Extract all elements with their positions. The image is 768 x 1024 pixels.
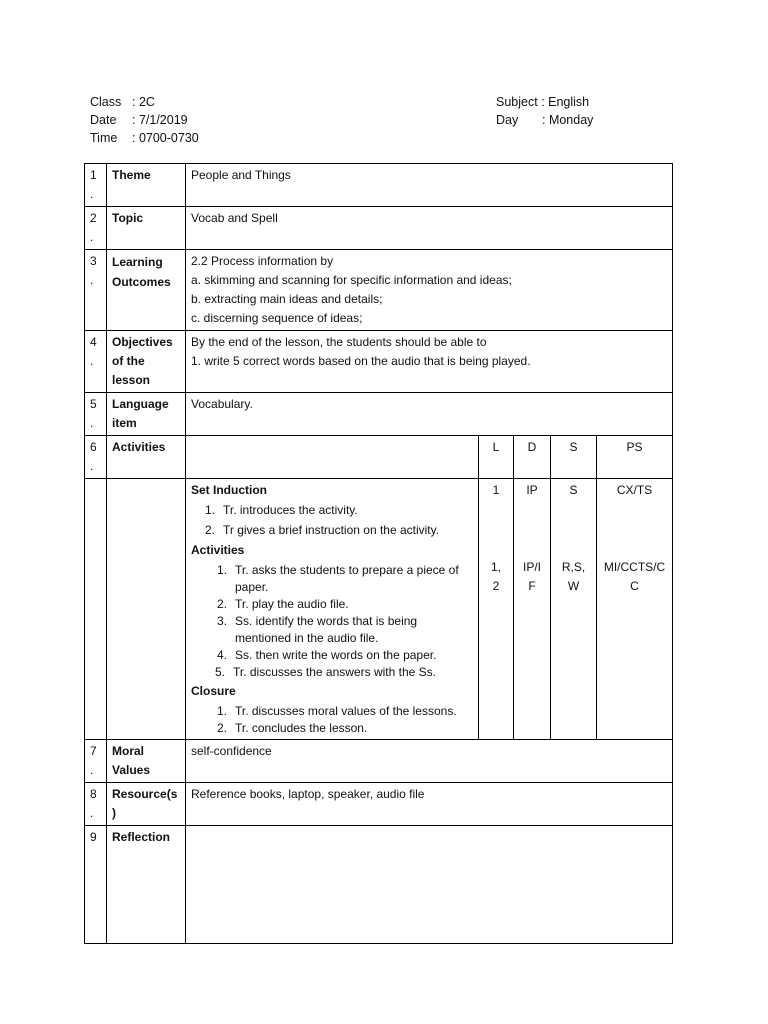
row-label: Reflection bbox=[107, 826, 186, 944]
list-text: Tr. discusses moral values of the lessons. bbox=[235, 704, 457, 718]
list-number: 1. bbox=[204, 503, 215, 517]
header-left bbox=[90, 93, 199, 147]
list-text: Tr. introduces the activity. bbox=[223, 503, 358, 517]
row-number: 9 bbox=[85, 826, 107, 944]
closure-title: Closure bbox=[191, 684, 236, 698]
row-number: 5 . bbox=[85, 393, 107, 436]
outcome-line: 2.2 Process information by bbox=[191, 254, 334, 268]
list-text: Tr. play the audio file. bbox=[235, 597, 349, 611]
row-label: Topic bbox=[107, 207, 186, 250]
col-header-s: S bbox=[551, 436, 597, 479]
row-number: 6 . bbox=[85, 436, 107, 479]
row-label: Resource(s ) bbox=[107, 783, 186, 826]
row-number: 2 . bbox=[85, 207, 107, 250]
theme-content: People and Things bbox=[186, 164, 673, 207]
class-label: Class bbox=[90, 95, 122, 109]
list-item bbox=[203, 562, 473, 596]
date-value: : 7/1/2019 bbox=[132, 113, 188, 127]
objectives-content bbox=[186, 331, 673, 393]
table-row-topic bbox=[85, 207, 673, 250]
table-row-theme bbox=[85, 164, 673, 207]
row-number: 1 . bbox=[85, 164, 107, 207]
table-row-activities-header bbox=[85, 436, 673, 479]
subject-line bbox=[496, 93, 593, 111]
time-label: Time bbox=[90, 131, 118, 145]
set-induction-l: 1 bbox=[492, 483, 500, 497]
activities-ps-cell bbox=[597, 479, 673, 740]
activities-s-cell bbox=[551, 479, 597, 740]
set-induction-s: S bbox=[569, 483, 578, 497]
resources-content: Reference books, laptop, speaker, audio file bbox=[186, 783, 673, 826]
table-row-objectives bbox=[85, 331, 673, 393]
activities-l-cell bbox=[479, 479, 514, 740]
row-label: Activities bbox=[107, 436, 186, 479]
main-ps: MI/CCTS/C C bbox=[603, 560, 666, 593]
list-number: 4. bbox=[216, 648, 227, 662]
activities-section-title: Activities bbox=[191, 543, 245, 557]
table-row-resources bbox=[85, 783, 673, 826]
row-label: Theme bbox=[107, 164, 186, 207]
set-induction-title: Set Induction bbox=[191, 483, 267, 497]
list-text: Tr gives a brief instruction on the activity. bbox=[223, 523, 440, 537]
list-number: 5. bbox=[214, 665, 225, 679]
list-text: Tr. discusses the answers with the Ss. bbox=[233, 665, 436, 679]
day-label: Day bbox=[496, 113, 519, 127]
col-header-d: D bbox=[514, 436, 551, 479]
row-number: 7 . bbox=[85, 740, 107, 783]
outcomes-content bbox=[186, 250, 673, 331]
col-header-ps: PS bbox=[597, 436, 673, 479]
list-number: 3. bbox=[216, 614, 227, 628]
objective-line: By the end of the lesson, the students should be able to bbox=[191, 335, 487, 349]
list-item bbox=[203, 613, 473, 647]
subject-label: Subject bbox=[496, 95, 538, 109]
moral-content: self-confidence bbox=[186, 740, 673, 783]
header-right bbox=[496, 93, 593, 129]
outcome-line: a. skimming and scanning for specific information and ideas; bbox=[191, 273, 512, 287]
set-induction-d: IP bbox=[526, 483, 538, 497]
date-line bbox=[90, 111, 199, 129]
set-induction-ps: CX/TS bbox=[616, 483, 653, 497]
class-line bbox=[90, 93, 199, 111]
list-number: 1. bbox=[216, 563, 227, 577]
main-d: IP/I F bbox=[522, 560, 541, 593]
outcome-line: b. extracting main ideas and details; bbox=[191, 292, 383, 306]
list-item bbox=[203, 647, 473, 664]
activities-label-blank bbox=[107, 479, 186, 740]
row-number: 3 . bbox=[85, 250, 107, 331]
row-label: Moral Values bbox=[107, 740, 186, 783]
list-text: Ss. then write the words on the paper. bbox=[235, 648, 437, 662]
row-label: Objectives of the lesson bbox=[107, 331, 186, 393]
table-row-language bbox=[85, 393, 673, 436]
table-row-outcomes bbox=[85, 250, 673, 331]
class-value: : 2C bbox=[132, 95, 155, 109]
list-text: Tr. concludes the lesson. bbox=[235, 721, 368, 735]
main-l: 1, 2 bbox=[490, 560, 501, 593]
row-number: 4 . bbox=[85, 331, 107, 393]
time-line bbox=[90, 129, 199, 147]
topic-content: Vocab and Spell bbox=[186, 207, 673, 250]
language-content: Vocabulary. bbox=[186, 393, 673, 436]
reflection-content bbox=[186, 826, 673, 944]
table-row-moral-values bbox=[85, 740, 673, 783]
col-header-l: L bbox=[479, 436, 514, 479]
list-item bbox=[203, 720, 473, 737]
list-item bbox=[203, 596, 473, 613]
list-text: Ss. identify the words that is being mentioned in the audio file. bbox=[235, 614, 418, 645]
list-item bbox=[191, 522, 473, 539]
objective-line: 1. write 5 correct words based on the audio that is being played. bbox=[191, 354, 531, 368]
date-label: Date bbox=[90, 113, 117, 127]
closure-list bbox=[191, 703, 473, 737]
table-row-activities-body bbox=[85, 479, 673, 740]
list-text: Tr. asks the students to prepare a piece of paper. bbox=[235, 563, 459, 594]
row-label: Learning Outcomes bbox=[107, 250, 186, 331]
list-item bbox=[191, 502, 473, 519]
list-item bbox=[201, 664, 473, 681]
day-line bbox=[496, 111, 593, 129]
list-item bbox=[203, 703, 473, 720]
day-value: : Monday bbox=[542, 113, 594, 127]
activities-detail bbox=[186, 479, 479, 740]
list-number: 2. bbox=[216, 597, 227, 611]
activities-list bbox=[191, 562, 473, 681]
activities-num-blank bbox=[85, 479, 107, 740]
list-number: 2. bbox=[216, 721, 227, 735]
list-number: 1. bbox=[216, 704, 227, 718]
list-number: 2. bbox=[204, 523, 215, 537]
outcome-line: c. discerning sequence of ideas; bbox=[191, 311, 363, 325]
row-number: 8 . bbox=[85, 783, 107, 826]
time-value: : 0700-0730 bbox=[132, 131, 199, 145]
row-label: Language item bbox=[107, 393, 186, 436]
table-row-reflection bbox=[85, 826, 673, 944]
set-induction-list bbox=[191, 502, 473, 539]
main-s: R,S, W bbox=[561, 560, 586, 593]
activities-header-blank bbox=[186, 436, 479, 479]
subject-value: : English bbox=[541, 95, 590, 109]
lesson-plan-table bbox=[84, 163, 673, 944]
activities-d-cell bbox=[514, 479, 551, 740]
